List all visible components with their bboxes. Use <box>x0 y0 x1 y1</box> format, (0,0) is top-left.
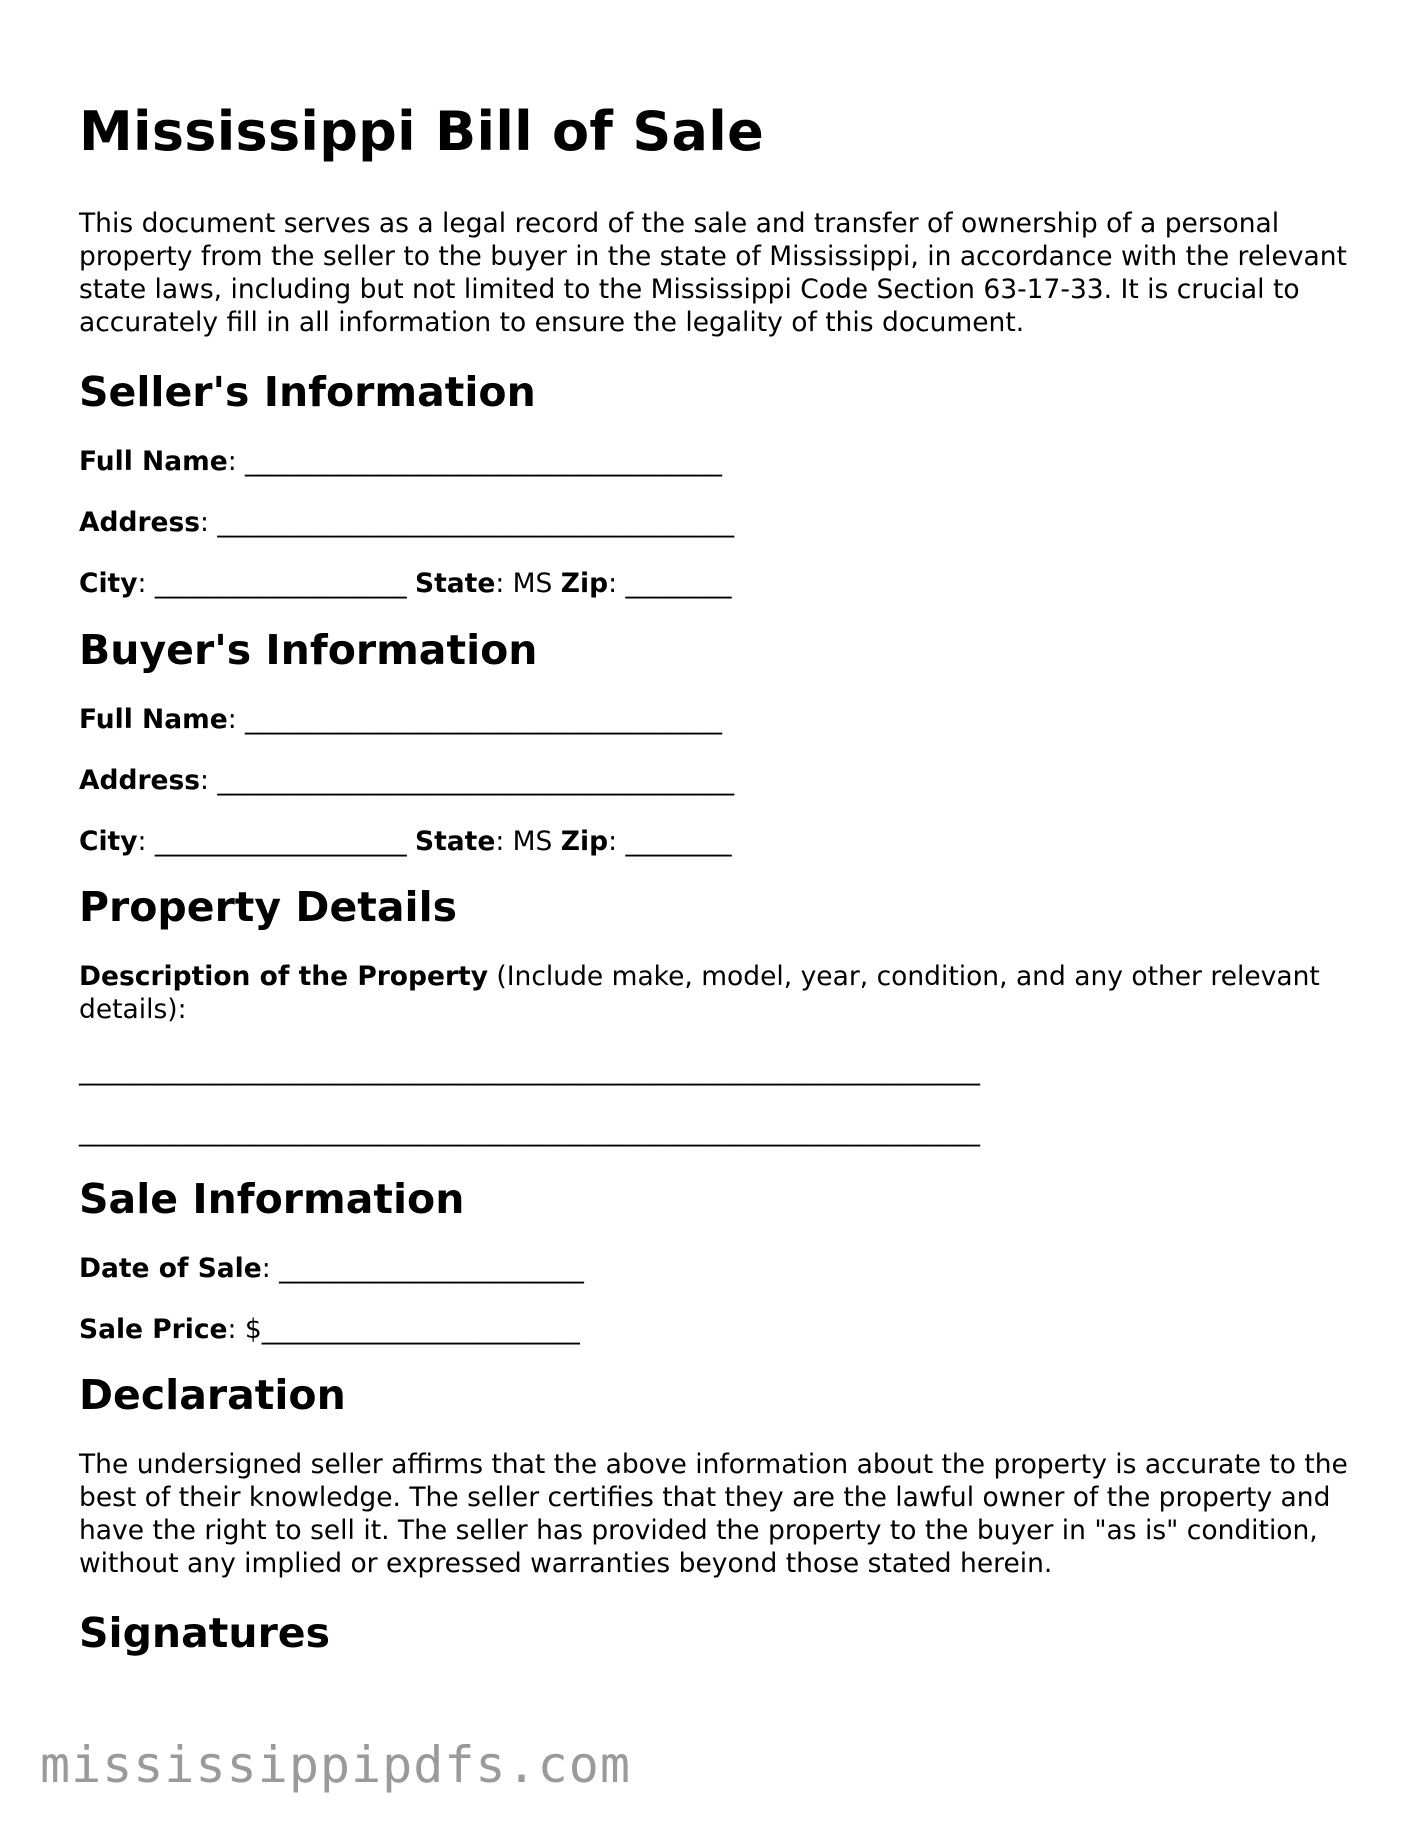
seller-state-label: State <box>415 568 496 599</box>
seller-heading: Seller's Information <box>79 368 536 416</box>
buyer-city-blank[interactable]: ___________________ <box>154 826 407 857</box>
document-title: Mississippi Bill of Sale <box>79 100 764 163</box>
seller-full-name-row: Full Name: ____________________________________ <box>79 446 723 477</box>
buyer-zip-blank[interactable]: ________ <box>625 826 732 857</box>
seller-full-name-blank[interactable]: ____________________________________ <box>245 446 723 477</box>
signatures-heading: Signatures <box>79 1609 331 1657</box>
sale-heading: Sale Information <box>79 1175 465 1223</box>
seller-address-row: Address: _______________________________________ <box>79 507 735 538</box>
seller-state-value: MS <box>512 568 553 599</box>
property-description-label <box>79 960 1349 1026</box>
buyer-full-name-row: Full Name: ____________________________________ <box>79 704 723 735</box>
sale-price-blank[interactable]: ________________________ <box>261 1314 580 1345</box>
buyer-city-row: City: ___________________ State: MS Zip: ________ <box>79 826 732 857</box>
buyer-address-row: Address: _______________________________________ <box>79 765 735 796</box>
seller-city-label: City <box>79 568 138 599</box>
buyer-zip-label: Zip <box>560 826 609 857</box>
seller-zip-label: Zip <box>560 568 609 599</box>
property-description-line-2[interactable]: ____________________________________________________________________ <box>79 1116 980 1147</box>
seller-address-label: Address <box>79 507 201 538</box>
property-desc-label: Description of the Property <box>79 961 488 992</box>
intro-paragraph: This document serves as a legal record of the sale and transfer of ownership of a personal property from the seller to the buyer in the state of Mississippi, in accordance with the relevant state laws, including but not limited to the Mississippi Code Section 63-17-33. It is crucial to accurately fill in all information to ensure the legality of this document. <box>79 208 1347 338</box>
buyer-heading: Buyer's Information <box>79 626 538 674</box>
sale-price-prefix: $ <box>244 1314 262 1345</box>
declaration-heading: Declaration <box>79 1371 346 1419</box>
seller-zip-blank[interactable]: ________ <box>625 568 732 599</box>
buyer-state-label: State <box>415 826 496 857</box>
buyer-full-name-label: Full Name <box>79 704 228 735</box>
site-watermark: mississippipdfs.com <box>40 1736 631 1794</box>
buyer-address-blank[interactable]: _______________________________________ <box>217 765 735 796</box>
sale-date-row: Date of Sale: _______________________ <box>79 1253 584 1284</box>
buyer-state-value: MS <box>512 826 553 857</box>
property-description-line-1[interactable]: ____________________________________________________________________ <box>79 1055 980 1086</box>
seller-address-blank[interactable]: _______________________________________ <box>217 507 735 538</box>
property-desc-note: (Include make, model, year, condition, and any other relevant details): <box>79 961 1320 1025</box>
document-page <box>79 100 1349 1658</box>
sale-price-label: Sale Price <box>79 1314 228 1345</box>
declaration-paragraph: The undersigned seller affirms that the above information about the property is accurate to the best of their knowledge. The seller certifies that they are the lawful owner of the property and have the right to sell it. The seller has provided the property to the buyer in "as is" condition, without any implied or expressed warranties beyond those stated herein. <box>79 1449 1348 1579</box>
seller-city-blank[interactable]: ___________________ <box>154 568 407 599</box>
buyer-address-label: Address <box>79 765 201 796</box>
buyer-full-name-blank[interactable]: ____________________________________ <box>245 704 723 735</box>
sale-date-label: Date of Sale <box>79 1253 262 1284</box>
sale-date-blank[interactable]: _______________________ <box>279 1253 584 1284</box>
sale-price-row: Sale Price: $________________________ <box>79 1314 580 1345</box>
seller-full-name-label: Full Name <box>79 446 228 477</box>
seller-city-row: City: ___________________ State: MS Zip: ________ <box>79 568 732 599</box>
buyer-city-label: City <box>79 826 138 857</box>
property-heading: Property Details <box>79 883 458 931</box>
